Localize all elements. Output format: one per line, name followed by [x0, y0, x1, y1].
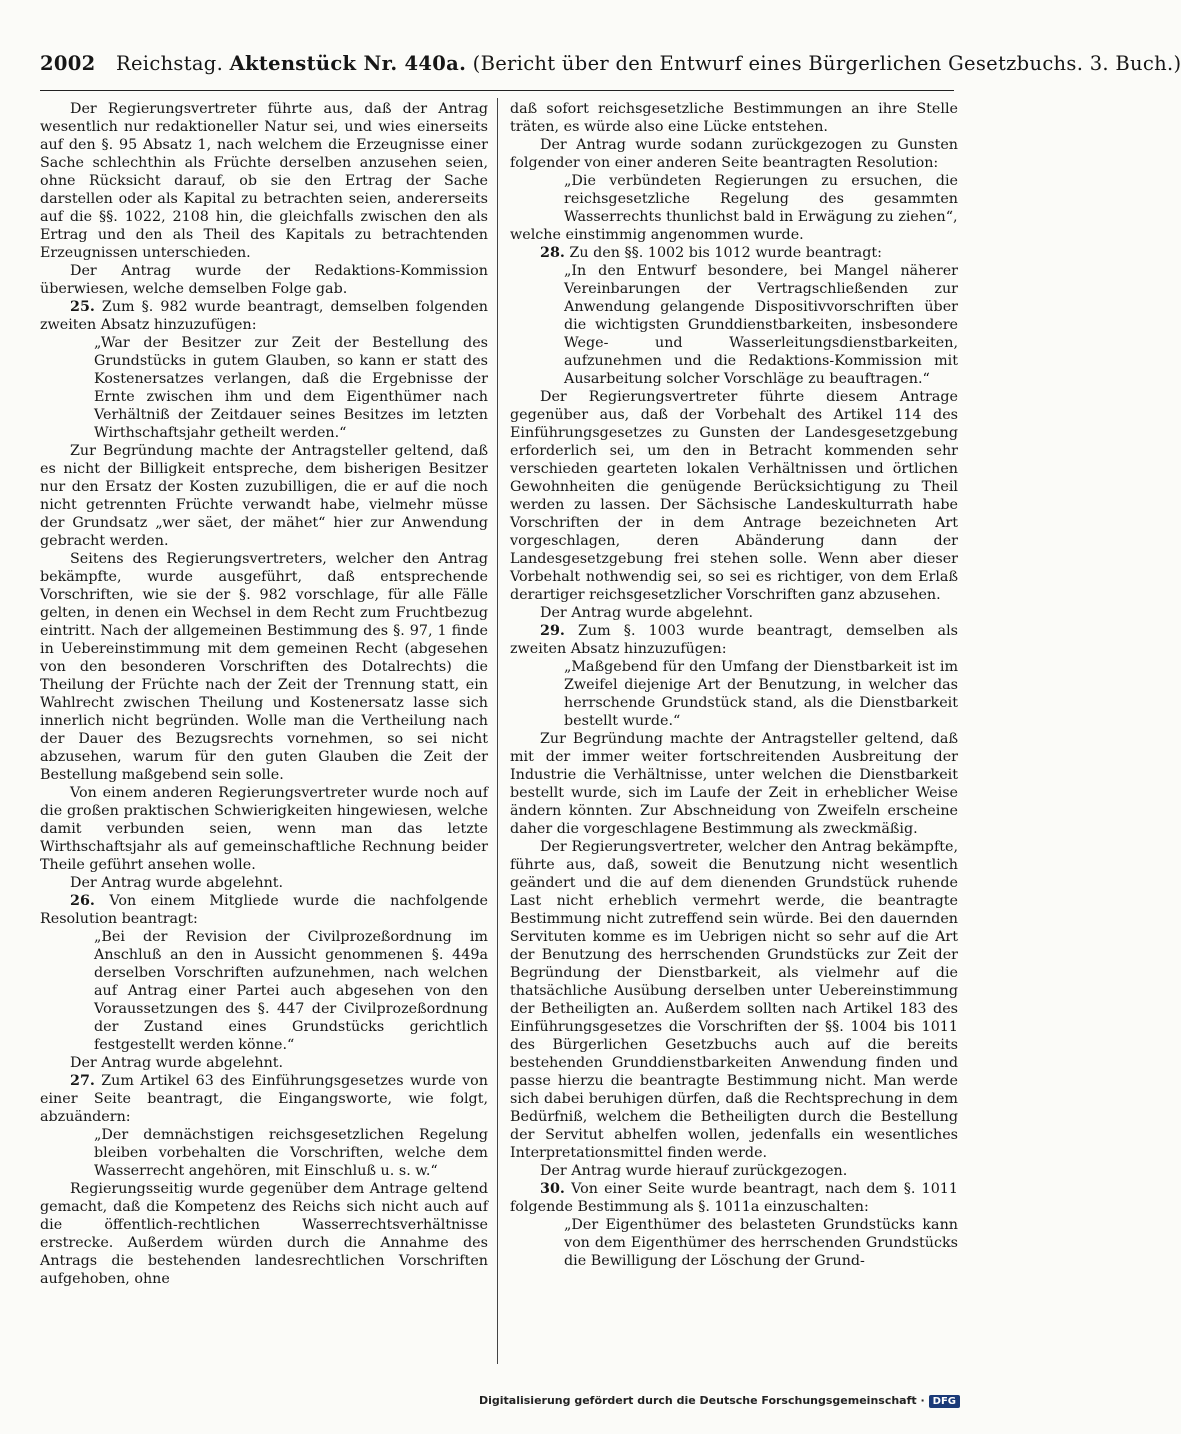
paragraph: Regierungsseitig wurde gegenüber dem Antrage geltend gemacht, daß die Kompetenz des Reichs sich nicht auch auf die öffentlich-rechtlichen Wasserrechtsverhältnisse erstrecke. Außerdem würden durch die Annahme des Antrags die bestehenden landesrechtlichen Vorschriften aufgehoben, ohne: [40, 1181, 488, 1287]
quote: „War der Besitzer zur Zeit der Bestellung des Grundstücks in gutem Glauben, so kann er statt des Kostenersatzes verlangen, daß die Ergebnisse der Ernte zwischen ihm und dem Eigenthümer nach Verhältniß der Zeitdauer seines Besitzes im letzten Wirthschaftsjahr getheilt werden.“: [94, 335, 488, 441]
paragraph: Seitens des Regierungsvertreters, welcher den Antrag bekämpfte, wurde ausgeführt, daß entsprechende Vorschriften, wie sie der §. 982 vorschlage, für alle Fälle gelten, in denen ein Wechsel in dem Recht zum Fruchtbezug eintritt. Nach der allgemeinen Bestimmung des §. 97, 1 finde in Uebereinstimmung mit dem gemeinen Recht (abgesehen von den besonderen Vorschriften des Dotalrechts) die Theilung der Früchte nach der Zeit der Trennung statt, ein Wahlrecht zwischen Theilung und Kostenersatz lasse sich innerlich nicht begründen. Wolle man die Vertheilung nach der Dauer des Bezugsrechts vornehmen, so sei nicht abzusehen, warum für den guten Glauben die Zeit der Bestellung maßgebend sein solle.: [40, 551, 488, 783]
header-subtitle: (Bericht über den Entwurf eines Bürgerlichen Gesetzbuchs. 3. Buch.): [472, 52, 1181, 75]
section-30: [510, 1180, 958, 1216]
page-header: [40, 52, 1181, 92]
dfg-logo: DFG: [929, 1395, 960, 1408]
section-number: 29.: [540, 623, 565, 639]
section-text: Zu den §§. 1002 bis 1012 wurde beantragt:: [569, 245, 882, 261]
right-column: [510, 100, 958, 1364]
section-29: [510, 622, 958, 658]
footer-text: Digitalisierung gefördert durch die Deutsche Forschungsgemeinschaft ·: [478, 1394, 925, 1407]
header-title: Reichstag.: [115, 52, 224, 75]
header-document-number: Aktenstück Nr. 440a.: [229, 52, 467, 75]
quote: „Bei der Revision der Civilprozeßordnung im Anschluß an den in Aussicht genommenen §. 449a derselben Vorschriften aufzunehmen, nach welchen auf Antrag einer Partei auch abgesehen von den Voraussetzungen des §. 447 der Civilprozeßordnung der Zustand eines Grundstücks gerichtlich festgestellt werden könne.“: [94, 929, 488, 1053]
section-number: 25.: [70, 299, 95, 315]
page-number: 2002: [40, 52, 96, 75]
paragraph: Der Regierungsvertreter führte diesem Antrage gegenüber aus, daß der Vorbehalt des Artikel 114 des Einführungsgesetzes zu Gunsten der Landesgesetzgebung erforderlich sei, um den in Betracht kommenden sehr verschieden gearteten lokalen Verhältnissen und örtlichen Gewohnheiten die genügende Berücksichtigung zu Theil werden zu lassen. Der Sächsische Landeskulturrath habe Vorschriften der in dem Antrage bezeichneten Art vorgeschlagen, deren Abänderung dann der Landesgesetzgebung frei stehen solle. Wenn aber dieser Vorbehalt nothwendig sei, so sei es richtiger, von dem Erlaß derartiger reichsgesetzlicher Vorschriften ganz abzusehen.: [510, 389, 958, 603]
quote: „In den Entwurf besondere, bei Mangel näherer Vereinbarungen der Vertragschließenden zur Anwendung gelangende Dispositivvorschriften über die wichtigsten Grunddienstbarkeiten, insbesondere Wege- und Wasserleitungsdienstbarkeiten, aufzunehmen und die Redaktions-Kommission mit Ausarbeitung solcher Vorschläge zu beauftragen.“: [564, 263, 958, 387]
paragraph: Der Antrag wurde sodann zurückgezogen zu Gunsten folgender von einer anderen Seite beantragten Resolution:: [510, 137, 958, 171]
paragraph-continuation: daß sofort reichsgesetzliche Bestimmungen an ihre Stelle träten, es würde also eine Lücke entstehen.: [510, 101, 958, 135]
left-column: [40, 100, 488, 1364]
section-number: 26.: [70, 893, 95, 909]
paragraph: Zur Begründung machte der Antragsteller geltend, daß mit der immer weiter fortschreitenden Ausbreitung der Industrie die Verhältnisse, unter welchen die Dienstbarkeit bestellt wurde, sich im Laufe der Zeit in erheblicher Weise ändern könnten. Zur Abschneidung von Zweifeln erscheine daher die vorgeschlagene Bestimmung als zweckmäßig.: [510, 731, 958, 837]
section-text: Zum §. 1003 wurde beantragt, demselben als zweiten Absatz hinzuzufügen:: [510, 623, 958, 657]
paragraph: Der Antrag wurde abgelehnt.: [70, 875, 284, 891]
paragraph: welche einstimmig angenommen wurde.: [510, 227, 804, 243]
section-text: Zum Artikel 63 des Einführungsgesetzes wurde von einer Seite beantragt, die Eingangsworte, wie folgt, abzuändern:: [40, 1073, 488, 1125]
section-28: [510, 244, 958, 262]
section-number: 27.: [70, 1073, 95, 1089]
quote: „Der Eigenthümer des belasteten Grundstücks kann von dem Eigenthümer des herrschenden Grundstücks die Bewilligung der Löschung der Grund-: [564, 1217, 958, 1269]
column-divider: [497, 98, 498, 1364]
section-25: [40, 298, 488, 334]
paragraph: Der Antrag wurde abgelehnt.: [540, 605, 754, 621]
paragraph: Zur Begründung machte der Antragsteller geltend, daß es nicht der Billigkeit entspreche, dem bisherigen Besitzer nur den Ersatz der Kosten zuzubilligen, die er auf die noch nicht getrennten Früchte verwandt habe, vielmehr müsse der Grundsatz „wer säet, der mähet“ hier zur Anwendung gebracht werden.: [40, 443, 488, 549]
quote: „Maßgebend für den Umfang der Dienstbarkeit ist im Zweifel diejenige Art der Benutzung, in welcher das herrschende Grundstück stand, als die Dienstbarkeit bestellt wurde.“: [564, 659, 958, 729]
section-number: 28.: [540, 245, 565, 261]
paragraph: Der Regierungsvertreter, welcher den Antrag bekämpfte, führte aus, daß, soweit die Benutzung nicht wesentlich geändert und die auf dem dienenden Grundstück ruhende Last nicht erheblich vermehrt werde, die beantragte Bestimmung nicht zutreffend sein würde. Bei den dauernden Servituten komme es im Uebrigen nicht so sehr auf die Art der Benutzung des herrschenden Grundstücks zur Zeit der Begründung der Dienstbarkeit, als vielmehr auf die thatsächliche Ausübung derselben unter Uebereinstimmung der Betheiligten an. Außerdem sollten nach Artikel 183 des Einführungsgesetzes die Vorschriften der §§. 1004 bis 1011 des Bürgerlichen Gesetzbuchs auch auf die bereits bestehenden Grunddienstbarkeiten Anwendung finden und passe hierzu die beantragte Bestimmung nicht. Man werde sich dabei beruhigen dürfen, daß die Rechtsprechung in dem Bedürfniß, welchem die Betheiligten durch die Bestellung der Servitut abhelfen wollen, jedenfalls ein wesentliches Interpretationsmittel finden werde.: [510, 839, 958, 1161]
paragraph: Der Antrag wurde hierauf zurückgezogen.: [540, 1163, 848, 1179]
quote: „Der demnächstigen reichsgesetzlichen Regelung bleiben vorbehalten die Vorschriften, welche dem Wasserrecht angehören, mit Einschluß u. s. w.“: [94, 1127, 488, 1179]
digitization-footer: [479, 1394, 960, 1408]
section-text: Von einer Seite wurde beantragt, nach dem §. 1011 folgende Bestimmung als §. 1011a einzuschalten:: [510, 1181, 959, 1215]
paragraph: Der Antrag wurde abgelehnt.: [70, 1055, 284, 1071]
quote: „Die verbündeten Regierungen zu ersuchen, die reichsgesetzliche Regelung des gesammten Wasserrechts thunlichst bald in Erwägung zu ziehen“,: [564, 173, 958, 225]
section-26: [40, 892, 488, 928]
paragraph: Von einem anderen Regierungsvertreter wurde noch auf die großen praktischen Schwierigkeiten hingewiesen, welche damit verbunden seien, wenn man das letzte Wirthschaftsjahr als auf gemeinschaftliche Rechnung beider Theile geführt ansehen wolle.: [40, 785, 488, 873]
paragraph: Der Regierungsvertreter führte aus, daß der Antrag wesentlich nur redaktioneller Natur sei, und wies einerseits auf den §. 95 Absatz 1, nach welchem die Erzeugnisse einer Sache schlechthin als Früchte derselben anzusehen seien, ohne Rücksicht darauf, ob sie den Ertrag der Sache darstellen oder als Kapital zu betrachten seien, andererseits auf die §§. 1022, 2108 hin, die gleichfalls zwischen den als Ertrag und den als Theil des Kapitals zu betrachtenden Erzeugnissen unterschieden.: [40, 101, 488, 261]
paragraph: Der Antrag wurde der Redaktions-Kommission überwiesen, welche demselben Folge gab.: [40, 263, 488, 297]
section-27: [40, 1072, 488, 1126]
section-number: 30.: [540, 1181, 565, 1197]
header-rule: [40, 90, 954, 91]
section-text: Zum §. 982 wurde beantragt, demselben folgenden zweiten Absatz hinzuzufügen:: [40, 299, 489, 333]
section-text: Von einem Mitgliede wurde die nachfolgende Resolution beantragt:: [40, 893, 488, 927]
